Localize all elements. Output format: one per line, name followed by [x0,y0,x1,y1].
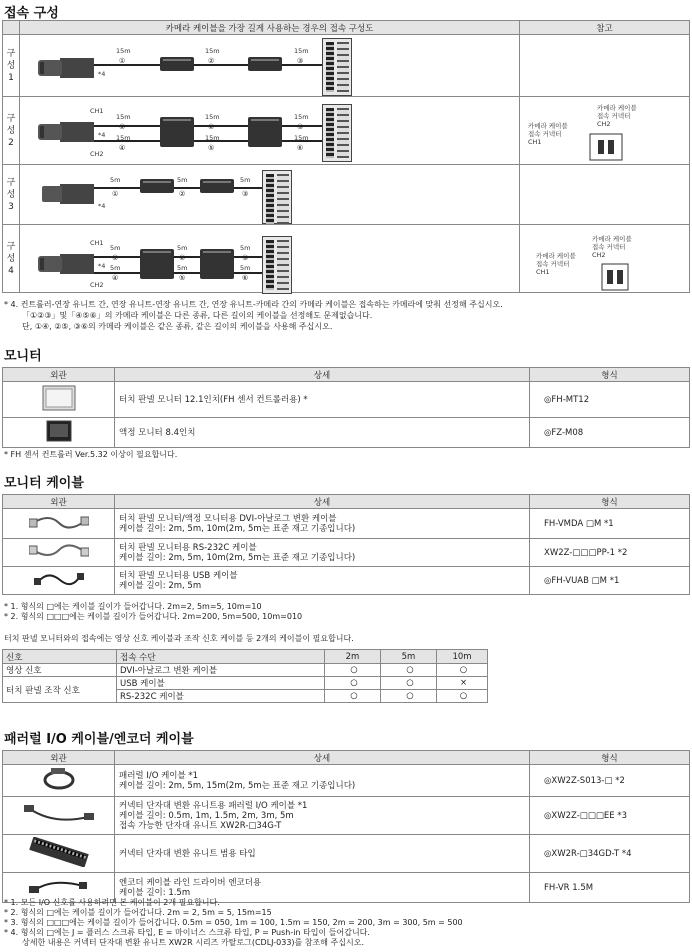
len-1c: 15m [294,47,309,55]
io-col-appearance: 외관 [3,751,115,765]
len-3c: 5m [240,176,251,184]
len-4f: 5m [240,264,251,272]
controller-2 [322,104,352,162]
monitor-table [2,367,690,448]
sig-3-2m: ○ [325,690,381,703]
ch2-label-2: CH2 [90,150,104,158]
ext-unit-4b [200,249,234,279]
io-4-line2: 케이블 길이: 1.5m [119,887,191,898]
ch1-label-4: CH1 [90,239,104,247]
section-title-monitor-cable: 모니터 케이블 [4,476,84,491]
connector-diagram-2 [588,132,624,162]
sig-2-signal: 터치 판넬 조작 신호 [3,677,117,703]
s4-note-1: * 1. 모든 I/O 신호를 사용하려면 본 케이블이 2개 필요합니다. [4,898,220,907]
ext-unit-3b [200,179,234,193]
sig-1-10m: ○ [437,664,488,677]
num-2e: ⑤ [208,144,215,152]
io-3-model: ◎XW2R-□34GD-T *4 [530,835,690,873]
len-4d: 5m [110,264,121,272]
mcable-2-model: XW2Z-□□□PP-1 *2 [530,539,690,567]
s1-note-2: 「①②③」및「④⑤⑥」의 카메라 케이블은 다른 종류, 다른 길이의 케이블을 선정해도 문제없습니다. [22,311,373,320]
mcable-1-model: FH-VMDA □M *1 [530,509,690,539]
ext-unit-2b [248,117,282,147]
ch1-label-2: CH1 [90,107,104,115]
s3-note-2: * 2. 형식의 □□□에는 케이블 길이가 들어갑니다. 2m=200, 5m=500, 10m=010 [4,612,303,621]
sig-2-10m: × [437,677,488,690]
num-3c: ③ [242,190,249,198]
table-row [3,418,690,448]
camera-1 [38,54,96,82]
s4-note-5: 상세한 내용은 커넥터 단자대 변환 유니트 XW2R 시리즈 카탈로그(CDLJ-033)를 참조해 주십시오. [22,938,364,947]
cable-3 [94,187,264,189]
io-2-line3: 접속 가능한 단자대 유니트 XW2R-□34G-T [119,820,282,831]
config-2-label: 구 성 2 [3,97,20,165]
len-1a: 15m [116,47,131,55]
num-2b: ② [208,123,215,131]
len-1b: 15m [205,47,220,55]
sig-1-2m: ○ [325,664,381,677]
num-3a: ① [112,190,119,198]
num-2c: ③ [297,123,304,131]
num-4e: ⑤ [179,274,186,282]
table-row [3,797,690,835]
note-star4-4: *4 [98,262,106,270]
len-2e: 15m [205,134,220,142]
mcable-3-image [3,567,115,595]
sig-1-5m: ○ [381,664,437,677]
io-1-detail [115,765,530,797]
sig-3-5m: ○ [381,690,437,703]
num-4c: ③ [242,254,249,262]
mcable-2-line2: 케이블 길이: 2m, 5m, 10m(2m, 5m는 표준 재고 기종입니다) [119,552,356,563]
col-ref-header: 참고 [520,21,690,35]
num-2f: ⑥ [297,144,304,152]
mcable-1-detail [115,509,530,539]
mcable-1-line2: 케이블 길이: 2m, 5m, 10m(2m, 5m는 표준 재고 기종입니다) [119,523,356,534]
num-4f: ⑥ [242,274,249,282]
note-star4-1: *4 [98,70,106,78]
num-2d: ④ [119,144,126,152]
config-3-label: 구 성 3 [3,165,20,225]
ext-unit-1b [248,57,282,71]
camera-3 [38,180,96,208]
signal-table [2,649,488,703]
ref-2-ch2: 카메라 케이블 접속 커넥터 CH2 [597,104,637,128]
len-4e: 5m [177,264,188,272]
sig-2-5m: ○ [381,677,437,690]
table-row [3,382,690,418]
monitor-col-appearance: 외관 [3,368,115,382]
mcable-1-line1: 터치 판넬 모니터/액정 모니터용 DVI-아날로그 변환 케이블 [119,513,337,524]
len-4a: 5m [110,244,121,252]
len-2a: 15m [116,113,131,121]
num-1c: ③ [297,57,304,65]
table-row [3,539,690,567]
s4-note-2: * 2. 형식의 □에는 케이블 길이가 들어갑니다. 2m = 2, 5m = 5, 15m=15 [4,908,272,917]
num-3b: ② [179,190,186,198]
ext-unit-3a [140,179,174,193]
io-4-line1: 엔코더 케이블 라인 드라이버 엔코더용 [119,877,262,888]
num-4b: ② [179,254,186,262]
sig-2-2m: ○ [325,677,381,690]
monitor-1-model: ◎FH-MT12 [530,382,690,418]
mcable-col-detail: 상세 [115,495,530,509]
io-cable-table [2,750,690,903]
sig-3-means: RS-232C 케이블 [117,690,325,703]
section-title-io-cable: 패러럴 I/O 케이블/엔코더 케이블 [4,732,194,747]
sig-1-signal: 영상 신호 [3,664,117,677]
section-title-connection: 접속 구성 [4,6,59,21]
s2-note: * FH 센서 컨트롤러 Ver.5.32 이상이 필요합니다. [4,450,178,459]
len-2c: 15m [294,113,309,121]
io-2-line1: 커넥터 단자대 변환 유니트용 패러럴 I/O 케이블 *1 [119,800,308,811]
monitor-col-model: 형식 [530,368,690,382]
num-4d: ④ [112,274,119,282]
num-2a: ① [119,123,126,131]
connector-diagram-4 [600,262,630,292]
mcable-2-image [3,539,115,567]
table-row [3,567,690,595]
monitor-col-detail: 상세 [115,368,530,382]
config-3-ref [520,165,690,225]
ref-4-ch1: 카메라 케이블 접속 커넥터 CH1 [536,252,576,276]
len-3b: 5m [177,176,188,184]
table-row [3,664,488,677]
section-title-monitor: 모니터 [4,349,42,364]
ref-2-ch1: 카메라 케이블 접속 커넥터 CH1 [528,122,568,146]
io-1-line1: 패러럴 I/O 케이블 *1 [119,770,199,781]
io-2-image [3,797,115,835]
monitor-1-image [3,382,115,418]
camera-4 [38,250,96,278]
mcable-3-model: ◎FH-VUAB □M *1 [530,567,690,595]
s1-note-1: * 4. 컨트롤러-연장 유니트 간, 연장 유니트-연장 유니트 간, 연장 유니트-카메라 간의 카메라 케이블은 접속하는 카메라에 맞춰 선정해 주십시오. [4,300,503,309]
num-1b: ② [208,57,215,65]
monitor-2-image [3,418,115,448]
table-row [3,509,690,539]
config-1-ref [520,35,690,97]
config-4-label: 구 성 4 [3,225,20,293]
note-star4-2: *4 [98,131,106,139]
mcable-col-model: 형식 [530,495,690,509]
io-2-model: ◎XW2Z-□□□EE *3 [530,797,690,835]
ref-4-ch2: 카메라 케이블 접속 커넥터 CH2 [592,235,632,259]
mcable-3-line1: 터치 판넬 모니터용 USB 케이블 [119,570,238,581]
config-1-label: 구 성 1 [3,35,20,97]
num-1a: ① [119,57,126,65]
io-1-line2: 케이블 길이: 2m, 5m, 15m(2m, 5m는 표준 재고 기종입니다) [119,780,356,791]
s3-note-1: * 1. 형식의 □에는 케이블 길이가 들어갑니다. 2m=2, 5m=5, 10m=10 [4,602,262,611]
table-row [3,677,488,690]
ext-unit-4a [140,249,174,279]
controller-4 [262,236,292,294]
mcable-2-detail [115,539,530,567]
io-3-image [3,835,115,873]
ext-unit-2a [160,117,194,147]
sig-2-means: USB 케이블 [117,677,325,690]
sig-col-signal: 신호 [3,650,117,664]
io-2-detail [115,797,530,835]
controller-3 [262,170,292,224]
sig-1-means: DVI-아날로그 변환 케이블 [117,664,325,677]
controller-1 [322,38,352,96]
monitor-1-detail: 터치 판넬 모니터 12.1인치(FH 센서 컨트롤러용) * [115,382,530,418]
sig-col-2m: 2m [325,650,381,664]
io-col-model: 형식 [530,751,690,765]
camera-2 [38,118,96,146]
mcable-1-image [3,509,115,539]
len-4b: 5m [177,244,188,252]
col-diagram-header: 카메라 케이블을 가장 길게 사용하는 경우의 접속 구성도 [20,21,520,35]
ch2-label-4: CH2 [90,281,104,289]
io-1-model: ◎XW2Z-S013-□ *2 [530,765,690,797]
len-2f: 15m [294,134,309,142]
monitor-2-model: ◎FZ-M08 [530,418,690,448]
io-1-image [3,765,115,797]
len-2d: 15m [116,134,131,142]
s3-intro: 터치 판넬 모니터와의 접속에는 영상 신호 케이블과 조작 신호 케이블 등 2개의 케이블이 필요합니다. [4,634,354,643]
s4-note-3: * 3. 형식의 □□□에는 케이블 길이가 들어갑니다. 0.5m = 050, 1m = 100, 1.5m = 150, 2m = 200, 3m = 300, 5m = 500 [4,918,463,927]
s1-note-3: 단, ①④, ②⑤, ③⑥의 카메라 케이블은 같은 종류, 같은 길이의 케이블을 사용해 주십시오. [22,322,333,331]
sig-3-10m: ○ [437,690,488,703]
len-2b: 15m [205,113,220,121]
table-row [3,765,690,797]
len-4c: 5m [240,244,251,252]
ext-unit-1a [160,57,194,71]
sig-col-10m: 10m [437,650,488,664]
io-4-model: FH-VR 1.5M [530,873,690,903]
monitor-2-detail: 액정 모니터 8.4인치 [115,418,530,448]
mcable-2-line1: 터치 판넬 모니터용 RS-232C 케이블 [119,542,257,553]
s4-note-4: * 4. 형식의 □에는 J = 플러스 스크류 타입, E = 마이너스 스크류 타입, P = Push-in 타입이 들어갑니다. [4,928,370,937]
num-4a: ① [112,254,119,262]
len-3a: 5m [110,176,121,184]
table-row [3,835,690,873]
sig-col-5m: 5m [381,650,437,664]
mcable-col-appearance: 외관 [3,495,115,509]
io-2-line2: 케이블 길이: 0.5m, 1m, 1.5m, 2m, 3m, 5m [119,810,294,821]
monitor-cable-table [2,494,690,595]
note-star4-3: *4 [98,202,106,210]
mcable-3-line2: 케이블 길이: 2m, 5m [119,580,202,591]
col-blank [3,21,20,35]
io-col-detail: 상세 [115,751,530,765]
sig-col-means: 접속 수단 [117,650,325,664]
io-3-detail: 커넥터 단자대 변환 유니트 범용 타입 [115,835,530,873]
mcable-3-detail [115,567,530,595]
